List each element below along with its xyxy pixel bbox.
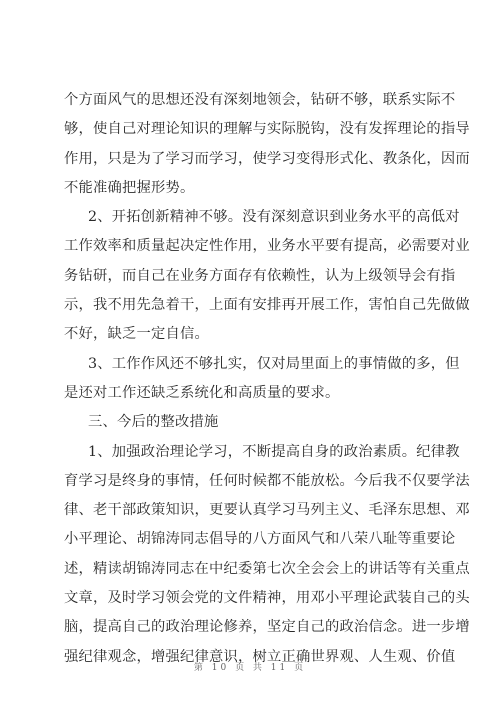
- paragraph-start: 3、工作作风还不够扎实，仅对局里面上的事情做的多，但: [88, 355, 460, 372]
- text-line: 育学习是终身的事情，任何时候都不能放松。今后我不仅要学法: [64, 472, 470, 489]
- text-line: 个方面风气的思想还没有深刻地领会，钻研不够，联系实际不: [64, 92, 456, 108]
- text-line: 小平理论、胡锦涛同志倡导的八方面风气和八荣八耻等重要论: [64, 531, 456, 548]
- paragraph-start: 2、开拓创新精神不够。没有深刻意识到业务水平的高低对: [88, 209, 460, 226]
- text-line: 够，使自己对理论知识的理解与实际脱钩，没有发挥理论的指导: [64, 121, 470, 138]
- text-line: 示，我不用先急着干，上面有安排再开展工作，害怕自己先做做: [64, 297, 470, 314]
- text-line: 律、老干部政策知识，更要认真学习马列主义、毛泽东思想、邓: [64, 502, 470, 519]
- text-line: 强纪律观念，增强纪律意识，树立正确世界观、人生观、价值: [64, 648, 456, 665]
- paragraph-start: 1、加强政治理论学习，不断提高自身的政治素质。纪律教: [88, 443, 460, 460]
- text-line: 述，精读胡锦涛同志在中纪委第七次全会会上的讲话等有关重点: [64, 560, 470, 577]
- text-line: 作用，只是为了学习而学习，使学习变得形式化、教条化，因而: [64, 150, 470, 167]
- text-line: 文章，及时学习领会党的文件精神，用邓小平理论武装自己的头: [64, 590, 470, 607]
- text-line: 工作效率和质量起决定性作用，业务水平要有提高，必需要对业: [64, 238, 470, 255]
- page-footer: 第 10 页 共 11 页: [193, 663, 307, 673]
- text-line: 脑，提高自己的政治理论修养，坚定自己的政治信念。进一步增: [64, 619, 470, 636]
- section-heading: 三、今后的整改措施: [88, 414, 219, 431]
- text-line: 不能准确把握形势。: [64, 179, 195, 196]
- text-line: 是还对工作还缺乏系统化和高质量的要求。: [64, 384, 340, 401]
- text-line: 不好，缺乏一定自信。: [64, 326, 209, 343]
- document-body: [64, 86, 470, 672]
- text-line: 务钻研，而自己在业务方面存有依赖性，认为上级领导会有指: [64, 267, 456, 284]
